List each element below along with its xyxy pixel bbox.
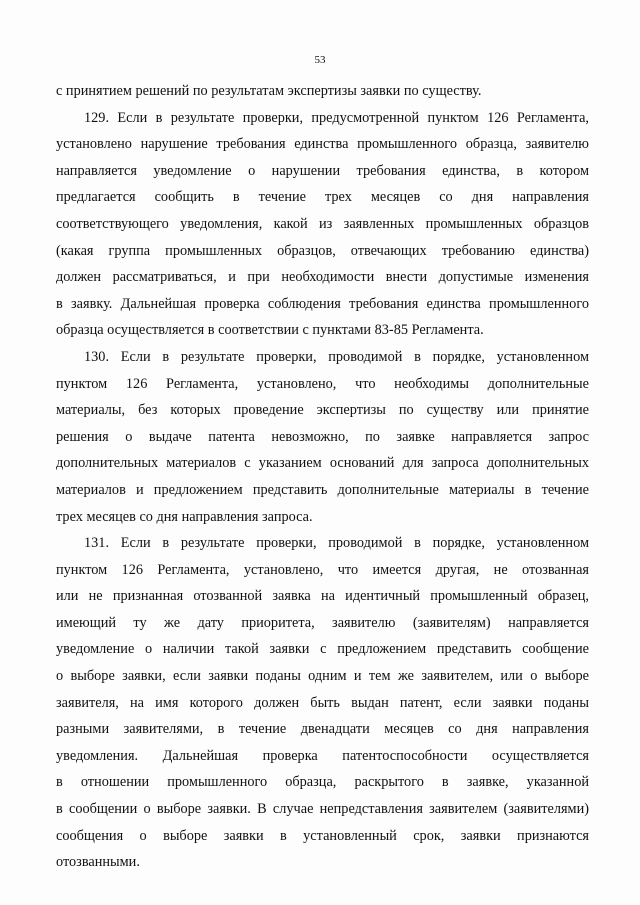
paragraph-129-line: должен рассматриваться, и при необходимости внести допустимые изменения [56, 269, 589, 286]
paragraph-130-line: пунктом 126 Регламента, установлено, что необходимы дополнительные [56, 375, 589, 392]
paragraph-129-line: в заявку. Дальнейшая проверка соблюдения требования единства промышленного [56, 295, 589, 312]
paragraph-131-line: заявителя, на имя которого должен быть выдан патент, если заявки поданы [56, 694, 589, 711]
paragraph-129-line: соответствующего уведомления, какой из заявленных промышленных образцов [56, 215, 589, 232]
paragraph-130-line: материалы, без которых проведение экспертизы по существу или принятие [56, 402, 589, 419]
paragraph-130-line: дополнительных материалов с указанием оснований для запроса дополнительных [56, 455, 589, 472]
paragraph-131-line: в сообщении о выборе заявки. В случае непредставления заявителем (заявителями) [56, 801, 589, 818]
paragraph-129-line: 129. Если в результате проверки, предусмотренной пунктом 126 Регламента, [84, 109, 589, 126]
paragraph-130-line: решения о выдаче патента невозможно, по заявке направляется запрос [56, 428, 589, 445]
paragraph-131-line: пунктом 126 Регламента, установлено, что имеется другая, не отозванная [56, 561, 589, 578]
paragraph-131-line: уведомление о наличии такой заявки с предложением представить сообщение [56, 641, 589, 658]
paragraph-130-line: трех месяцев со дня направления запроса. [56, 508, 313, 525]
paragraph-131-line: уведомления. Дальнейшая проверка патентоспособности осуществляется [56, 747, 589, 764]
paragraph-131-line: имеющий ту же дату приоритета, заявителю (заявителям) направляется [56, 614, 589, 631]
paragraph-129-line: (какая группа промышленных образцов, отвечающих требованию единства) [56, 242, 589, 259]
paragraph-129-line: предлагается сообщить в течение трех месяцев со дня направления [56, 189, 589, 206]
paragraph-130-line: 130. Если в результате проверки, проводимой в порядке, установленном [84, 348, 589, 365]
paragraph-131-line: сообщения о выборе заявки в установленный срок, заявки признаются [56, 827, 589, 844]
page-number: 53 [314, 54, 326, 66]
paragraph-131-line: отозванными. [56, 854, 140, 871]
paragraph-131-line: о выборе заявки, если заявки поданы одним и тем же заявителем, или о выборе [56, 668, 589, 685]
paragraph-129-line: образца осуществляется в соответствии с пунктами 83-85 Регламента. [56, 322, 484, 339]
paragraph-130-line: материалов и предложением представить дополнительные материалы в течение [56, 481, 589, 498]
paragraph-129-line: направляется уведомление о нарушении требования единства, в котором [56, 162, 589, 179]
paragraph-131-line: или не признанная отозванной заявка на идентичный промышленный образец, [56, 588, 589, 605]
paragraph-131-line: 131. Если в результате проверки, проводимой в порядке, установленном [84, 535, 589, 552]
paragraph-131-line: разными заявителями, в течение двенадцати месяцев со дня направления [56, 721, 589, 738]
document-body [56, 78, 589, 876]
paragraph-129-line: установлено нарушение требования единства промышленного образца, заявителю [56, 136, 589, 153]
text-line: с принятием решений по результатам экспертизы заявки по существу. [56, 83, 482, 99]
paragraph-131-line: в отношении промышленного образца, раскрытого в заявке, указанной [56, 774, 589, 791]
